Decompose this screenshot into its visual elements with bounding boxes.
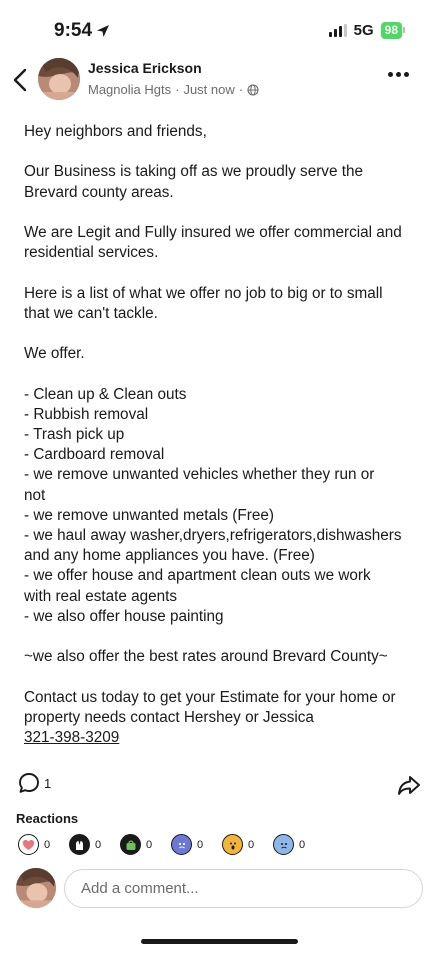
clock-text: 9:54: [54, 20, 93, 41]
comment-button[interactable]: [18, 772, 51, 794]
post-body: [24, 122, 424, 768]
signal-icon: [329, 24, 347, 37]
reaction-agree[interactable]: 0: [120, 834, 171, 855]
battery-icon: 98: [381, 22, 402, 39]
globe-icon: [247, 84, 259, 96]
post-paragraph: We are Legit and Fully insured we offer commercial and residential services.: [24, 223, 402, 262]
offer-intro: We offer.: [24, 345, 85, 363]
meta-separator: ·: [175, 82, 180, 97]
status-time: [54, 20, 110, 42]
home-indicator[interactable]: [141, 939, 298, 944]
wow-icon: [222, 834, 243, 855]
meta-separator: ·: [238, 82, 244, 97]
neighborhood-link[interactable]: Magnolia Hgts: [88, 82, 172, 97]
cry-icon: [273, 834, 294, 855]
comment-count: 1: [44, 775, 52, 791]
post-meta: [88, 82, 259, 97]
list-item: - we haul away washer,dryers,refrigerators,dishwashers: [24, 526, 402, 544]
list-item: and any home appliances you have. (Free): [24, 547, 315, 565]
rates-line: ~we also offer the best rates around Brevard County~: [24, 648, 388, 666]
location-arrow-icon: [96, 24, 110, 38]
list-item: - we remove unwanted vehicles whether they run or: [24, 466, 375, 484]
post-paragraph: Our Business is taking off as we proudly serve the Brevard county areas.: [24, 163, 363, 201]
status-bar: [0, 0, 440, 58]
heart-icon: [18, 834, 39, 855]
list-item: - we offer house and apartment clean outs we work: [24, 567, 371, 585]
author-avatar[interactable]: [38, 58, 80, 100]
hands-icon: [69, 834, 90, 855]
post-paragraph: Here is a list of what we offer no job to big or to small that we can't tackle.: [24, 284, 383, 322]
status-indicators: [329, 22, 402, 39]
post-header: [0, 58, 440, 106]
post-greeting: Hey neighbors and friends,: [24, 123, 207, 140]
list-item: - Trash pick up: [24, 425, 125, 443]
contact-paragraph: Contact us today to get your Estimate for your home or property needs contact Hershey or Jessica 321-398-3209: [24, 688, 424, 749]
comment-input[interactable]: [64, 869, 423, 908]
services-list: [24, 385, 424, 627]
reaction-cry[interactable]: 0: [273, 834, 324, 855]
reaction-thanks[interactable]: 0: [69, 834, 120, 855]
comment-bubble-icon: [18, 772, 40, 794]
avatar-photo: [38, 58, 80, 100]
share-button[interactable]: [396, 772, 422, 798]
reaction-heart[interactable]: 0: [18, 834, 69, 855]
reaction-wow[interactable]: 0: [222, 834, 273, 855]
list-item: - Rubbish removal: [24, 405, 149, 423]
avatar-photo: [16, 868, 56, 908]
list-item: - we also offer house painting: [24, 607, 224, 625]
user-avatar: [16, 868, 56, 908]
post-actions: [0, 770, 440, 800]
share-arrow-icon: [396, 772, 422, 798]
network-type: 5G: [353, 22, 374, 39]
more-options-button[interactable]: [386, 64, 410, 84]
phone-link[interactable]: 321-398-3209: [24, 728, 120, 746]
reactions-row: [18, 834, 324, 855]
post-timestamp: Just now: [183, 82, 235, 97]
sad-icon: [171, 834, 192, 855]
back-button[interactable]: [8, 64, 32, 96]
chevron-left-icon: [13, 68, 27, 92]
author-name[interactable]: Jessica Erickson: [88, 60, 202, 76]
list-item: with real estate agents: [24, 587, 178, 605]
reaction-sad[interactable]: 0: [171, 834, 222, 855]
list-item: not: [24, 486, 46, 504]
more-dots-icon: [388, 72, 393, 77]
list-item: - we remove unwanted metals (Free): [24, 506, 274, 524]
reactions-title: Reactions: [16, 811, 79, 826]
list-item: - Clean up & Clean outs: [24, 385, 187, 403]
bag-icon: [120, 834, 141, 855]
list-item: - Cardboard removal: [24, 446, 165, 464]
